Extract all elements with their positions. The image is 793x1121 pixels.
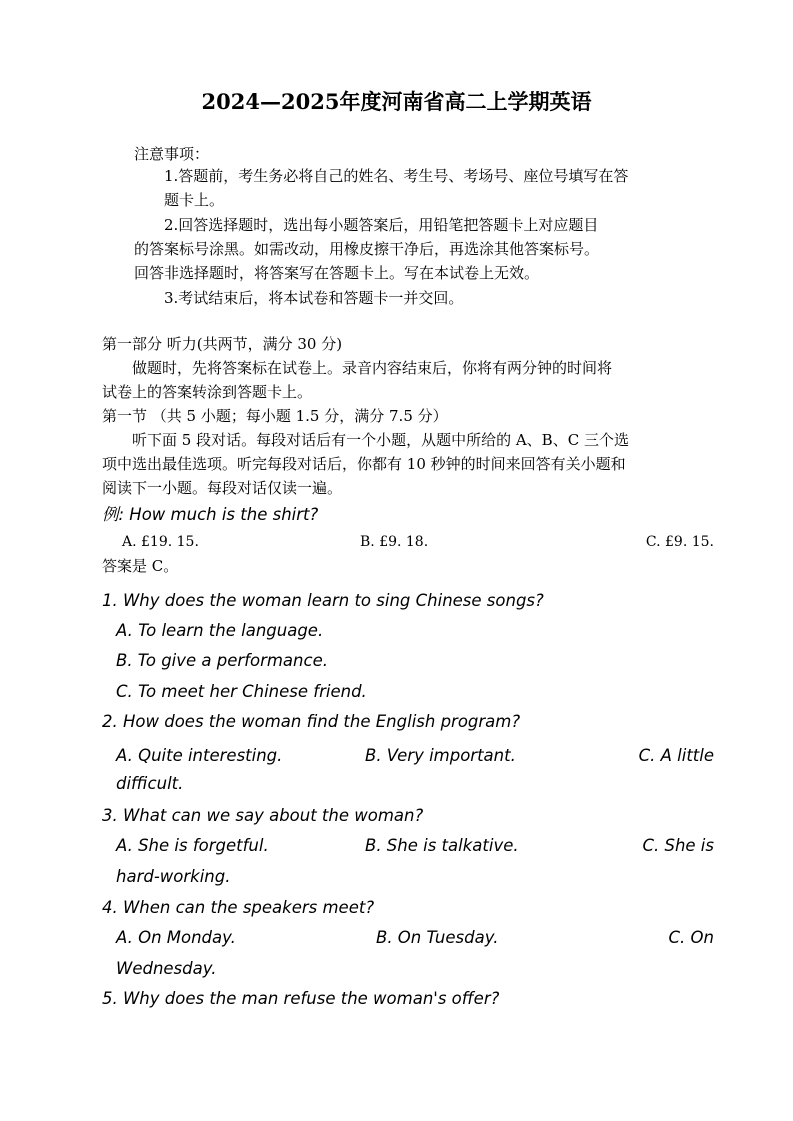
question-3-option-b: B. She is talkative.: [365, 836, 519, 855]
section1-intro: 听下面 5 段对话。每段对话后有一个小题，从题中所给的 A、B、C 三个选: [132, 431, 629, 449]
question-3-options: [116, 835, 714, 857]
question-2-option-c-cont: difficult.: [116, 774, 184, 793]
example-option-b: B. £9. 18.: [360, 534, 429, 550]
part1-intro-cont: 试卷上的答案转涂到答题卡上。: [102, 383, 313, 401]
example-question: 例: How much is the shirt?: [102, 505, 319, 524]
question-2-option-c: C. A little: [638, 746, 714, 765]
question-4-options: [116, 927, 714, 949]
question-2-stem: 2. How does the woman find the English program?: [102, 712, 521, 731]
question-4-option-c: C. On: [668, 928, 714, 947]
example-answer: 答案是 C。: [102, 557, 179, 575]
question-5-stem: 5. Why does the man refuse the woman's offer?: [102, 989, 500, 1008]
question-4-option-c-cont: Wednesday.: [116, 959, 217, 978]
section1-heading: 第一节 （共 5 小题；每小题 1.5 分，满分 7.5 分）: [102, 407, 448, 425]
question-1-option-b: B. To give a performance.: [116, 651, 328, 670]
section1-intro-cont: 项中选出最佳选项。听完每段对话后，你都有 10 秒钟的时间来回答有关小题和: [102, 455, 626, 473]
question-3-option-c: C. She is: [642, 836, 714, 855]
question-4-option-a: A. On Monday.: [116, 928, 236, 947]
notes-item-2-cont2: 回答非选择题时，将答案写在答题卡上。写在本试卷上无效。: [134, 264, 540, 282]
question-2-options: [116, 745, 714, 767]
question-2-option-a: A. Quite interesting.: [116, 746, 283, 765]
part1-intro: 做题时，先将答案标在试卷上。录音内容结束后，你将有两分钟的时间将: [132, 359, 613, 377]
notes-item-2-cont: 的答案标号涂黑。如需改动，用橡皮擦干净后，再选涂其他答案标号。: [134, 240, 600, 258]
exam-title: 2024—2025年度河南省高二上学期英语: [201, 89, 592, 114]
example-option-a: A. £19. 15.: [122, 534, 199, 550]
notes-item-1-cont: 题卡上。: [164, 191, 225, 209]
question-4-option-b: B. On Tuesday.: [376, 928, 499, 947]
notes-item-3: 3.考试结束后，将本试卷和答题卡一并交回。: [164, 289, 464, 307]
question-2-option-b: B. Very important.: [365, 746, 516, 765]
question-1-option-c: C. To meet her Chinese friend.: [116, 682, 367, 701]
example-options: [122, 534, 714, 554]
notes-item-2: 2.回答选择题时，选出每小题答案后，用铅笔把答题卡上对应题目: [164, 216, 599, 234]
question-3-option-a: A. She is forgetful.: [116, 836, 269, 855]
part1-heading: 第一部分 听力(共两节，满分 30 分): [102, 335, 343, 353]
notes-item-1: 1.答题前，考生务必将自己的姓名、考生号、考场号、座位号填写在答: [164, 167, 629, 185]
question-1-option-a: A. To learn the language.: [116, 621, 324, 640]
example-option-c: C. £9. 15.: [645, 534, 714, 550]
question-3-option-c-cont: hard-working.: [116, 867, 231, 886]
notes-heading: 注意事项：: [134, 145, 210, 163]
question-4-stem: 4. When can the speakers meet?: [102, 898, 375, 917]
section1-intro-cont2: 阅读下一小题。每段对话仅读一遍。: [102, 479, 343, 497]
question-1-stem: 1. Why does the woman learn to sing Chinese songs?: [102, 591, 544, 610]
question-3-stem: 3. What can we say about the woman?: [102, 806, 424, 825]
